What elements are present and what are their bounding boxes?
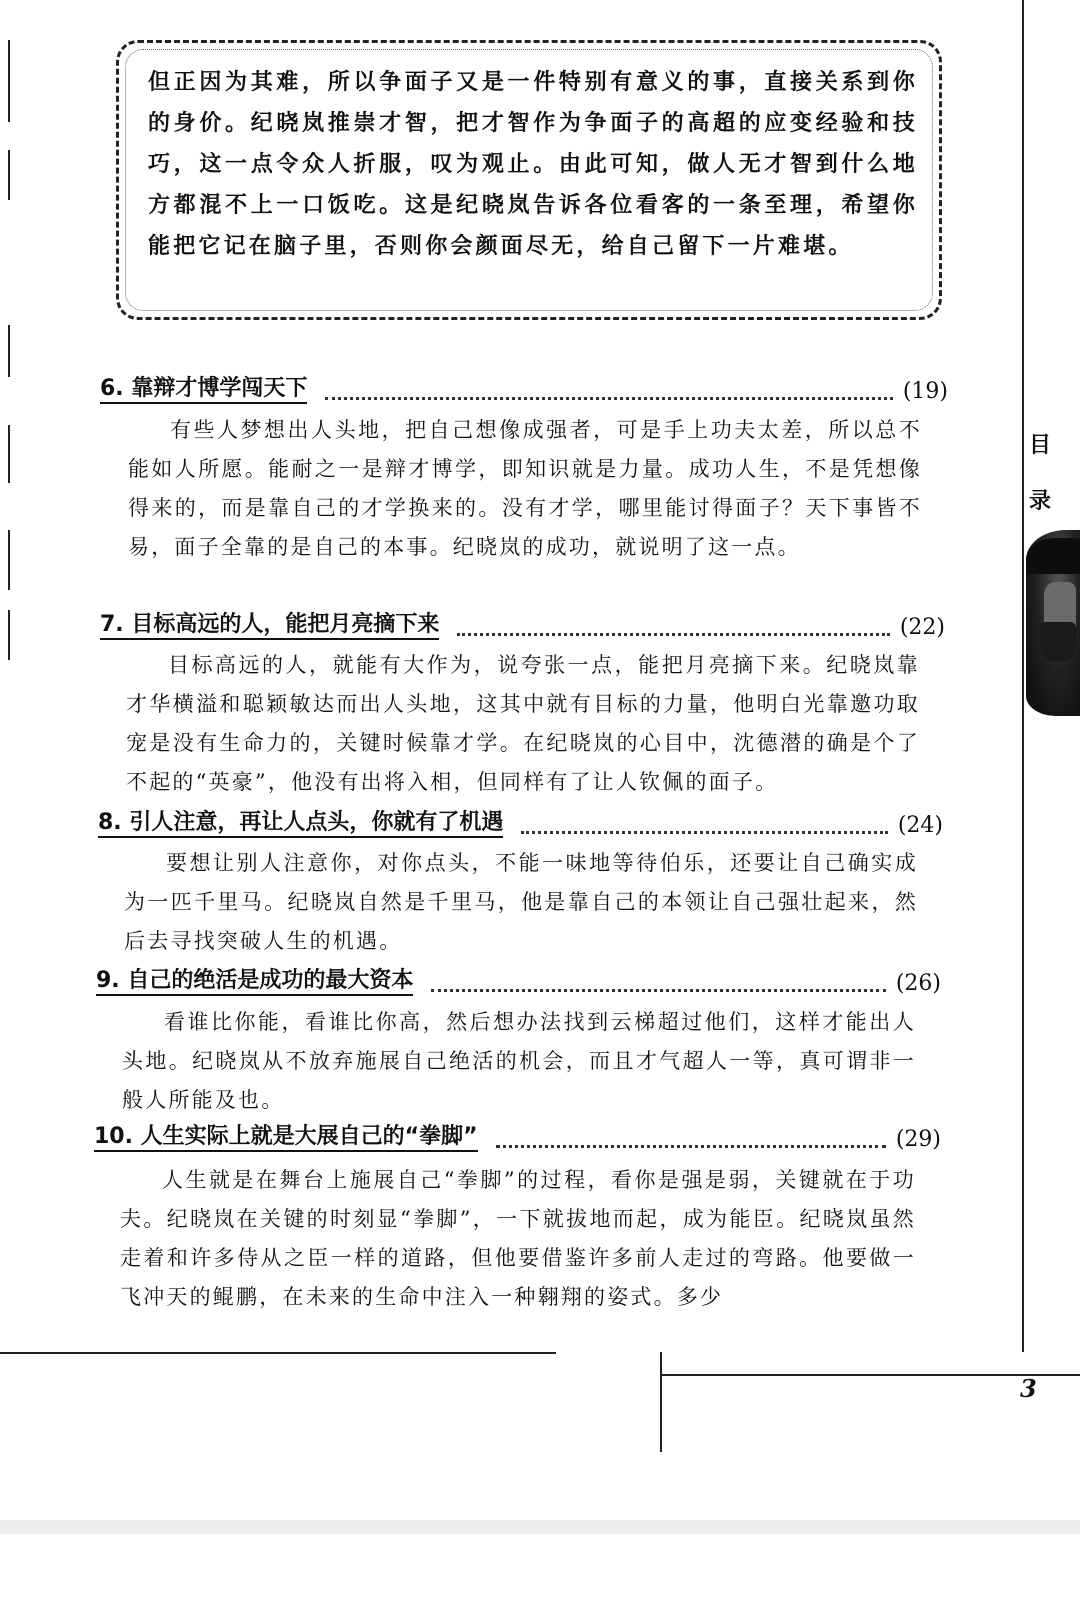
bottom-rule-left <box>0 1352 556 1354</box>
toc-entry-title[interactable] <box>100 374 948 404</box>
entry-page-number: (29) <box>895 1127 941 1152</box>
margin-mark <box>8 610 10 660</box>
margin-mark <box>8 150 10 200</box>
bottom-rule-right <box>660 1374 1080 1376</box>
dot-leader <box>325 397 893 400</box>
margin-mark <box>8 325 10 377</box>
footer-band <box>0 1520 1080 1534</box>
entry-summary: 有些人梦想出人头地，把自己想像成强者，可是手上功夫太差，所以总不能如人所愿。能耐之一是辩才博学，即知识就是力量。成功人生，不是凭想像得来的，而是靠自己的才学换来的。没有才学，哪里能讨得面子？天下事皆不易，面子全靠的是自己的本事。纪晓岚的成功，就说明了这一点。 <box>128 418 922 559</box>
bottom-tick <box>660 1352 662 1452</box>
page-number: 3 <box>1020 1374 1037 1403</box>
entry-title-text: 9. 自己的绝活是成功的最大资本 <box>96 968 413 996</box>
dot-leader <box>521 831 888 834</box>
entry-page-number: (19) <box>902 379 948 404</box>
toc-entry-title[interactable] <box>98 808 943 838</box>
dot-leader <box>457 633 890 636</box>
entry-title-text: 7. 目标高远的人，能把月亮摘下来 <box>100 612 439 640</box>
margin-mark <box>8 425 10 483</box>
entry-summary: 看谁比你能，看谁比你高，然后想办法找到云梯超过他们，这样才能出人头地。纪晓岚从不放弃施展自己绝活的机会，而且才气超人一等，真可谓非一般人所能及也。 <box>122 1010 916 1112</box>
dot-leader <box>431 989 886 992</box>
toc-entry-title[interactable] <box>100 610 945 640</box>
entry-title-text: 8. 引人注意，再让人点头，你就有了机遇 <box>98 810 503 838</box>
entry-page-number: (24) <box>897 813 943 838</box>
entry-page-number: (26) <box>895 971 941 996</box>
entry-summary: 要想让别人注意你，对你点头，不能一味地等待伯乐，还要让自己确实成为一匹千里马。纪晓岚自然是千里马，他是靠自己的本领让自己强壮起来，然后去寻找突破人生的机遇。 <box>124 851 918 953</box>
dot-leader <box>496 1145 886 1148</box>
toc-entry-title[interactable] <box>96 966 941 996</box>
entry-summary: 目标高远的人，就能有大作为，说夸张一点，能把月亮摘下来。纪晓岚靠才华横溢和聪颖敏达而出人头地，这其中就有目标的力量，他明白光靠邀功取宠是没有生命力的，关键时候靠才学。在纪晓岚的心目中，沈德潜的确是个了不起的“英豪”，他没有出将入相，但同样有了让人钦佩的面子。 <box>126 653 920 794</box>
sidebar-rule <box>1022 0 1024 1352</box>
entry-page-number: (22) <box>899 615 945 640</box>
portrait-beard <box>1040 622 1076 662</box>
sidebar-char-mu: 目 <box>1028 433 1051 458</box>
entry-title-text: 6. 靠辩才博学闯天下 <box>100 376 307 404</box>
toc-entry-title[interactable] <box>94 1122 941 1152</box>
portrait-hat <box>1026 538 1080 574</box>
entry-summary: 人生就是在舞台上施展自己“拳脚”的过程，看你是强是弱，关键就在于功夫。纪晓岚在关键的时刻显“拳脚”，一下就拔地而起，成为能臣。纪晓岚虽然走着和许多侍从之臣一样的道路，但他要借鉴许多前人走过的弯路。他要做一飞冲天的鲲鹏，在未来的生命中注入一种翱翔的姿式。多少 <box>120 1168 916 1309</box>
portrait-image <box>1026 530 1080 716</box>
sidebar-char-lu: 录 <box>1028 489 1051 514</box>
margin-mark <box>8 40 10 122</box>
margin-mark <box>8 530 10 590</box>
box-paragraph: 但正因为其难，所以争面子又是一件特别有意义的事，直接关系到你的身价。纪晓岚推崇才智，把才智作为争面子的高超的应变经验和技巧，这一点令众人折服，叹为观止。由此可知，做人无才智到什么地方都混不上一口饭吃。这是纪晓岚告诉各位看客的一条至理，希望你能把它记在脑子里，否则你会颜面尽无，给自己留下一片难堪。 <box>148 69 918 259</box>
entry-title-text: 10. 人生实际上就是大展自己的“拳脚” <box>94 1124 478 1152</box>
